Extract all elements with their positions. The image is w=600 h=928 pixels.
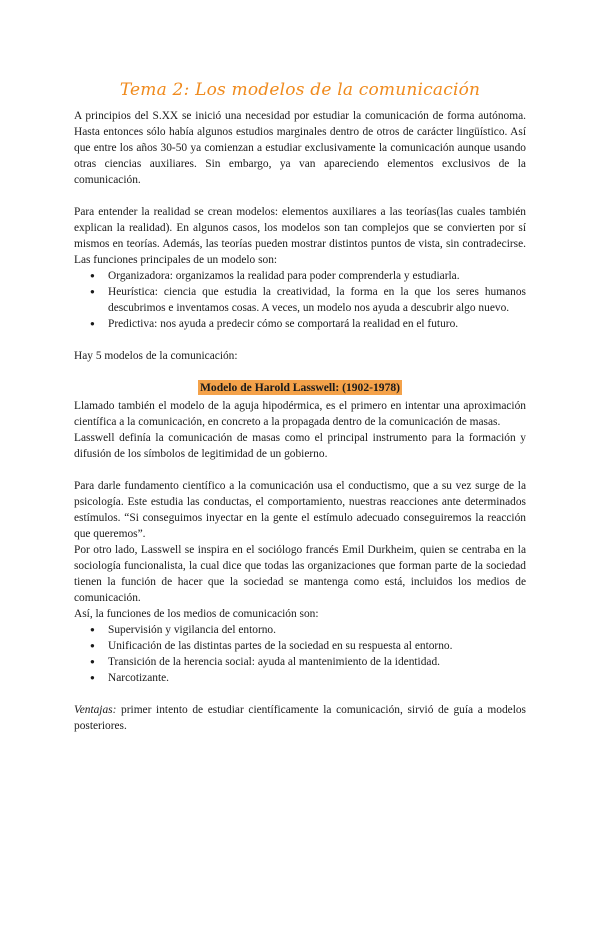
advantages-paragraph	[74, 702, 526, 734]
advantages-label: Ventajas:	[74, 704, 117, 716]
lasswell-paragraph-5: Así, la funciones de los medios de comunicación son:	[74, 608, 319, 620]
lasswell-paragraph-3: Para darle fundamento científico a la comunicación usa el conductismo, que a su vez surge de la psicología. Este estudia las conductas, el comportamiento, nuestras reacciones ante determinados estímulos. “Si conseguimos inyectar en la gente el estímulo adecuado conseguiremos la reacción que queremos”.	[74, 480, 526, 540]
list-item: ● Organizadora: organizamos la realidad para poder comprenderla y estudiarla.	[108, 268, 526, 284]
lasswell-paragraph-4: Por otro lado, Lasswell se inspira en el sociólogo francés Emil Durkheim, quien se centraba en la sociología funcionalista, la cual dice que todas las organizaciones que forman parte de la sociedad tienen la función de hacer que la sociedad se mantenga como está, incluidos los medios de comunicación.	[74, 544, 526, 604]
section-heading-lasswell: Modelo de Harold Lasswell: (1902-1978)	[199, 381, 401, 394]
list-item: ● Narcotizante.	[108, 670, 526, 686]
media-functions-list	[74, 622, 526, 686]
model-functions-list	[74, 268, 526, 332]
list-item: ● Predictiva: nos ayuda a predecir cómo se comportará la realidad en el futuro.	[108, 316, 526, 332]
document-page	[0, 80, 600, 928]
page-title: Tema 2: Los modelos de la comunicación	[119, 80, 481, 100]
lasswell-paragraph-1: Llamado también el modelo de la aguja hipodérmica, es el primero en intentar una aproximación científica a la comunicación, en concreto a la propagada dentro de la comunicación de masas.	[74, 400, 526, 428]
list-item: ● Transición de la herencia social: ayuda al mantenimiento de la identidad.	[108, 654, 526, 670]
list-item: ● Heurística: ciencia que estudia la creatividad, la forma en la que los seres humanos descubrimos e inventamos cosas. A veces, un modelo nos ayuda a descubrir algo nuevo.	[108, 284, 526, 316]
list-item: ● Supervisión y vigilancia del entorno.	[108, 622, 526, 638]
intro-paragraph-2: Para entender la realidad se crean modelos: elementos auxiliares a las teorías(las cuales también explican la realidad). En algunos casos, los modelos son tan complejos que se convierten por sí mismos en teorías. Además, las teorías pueden mostrar distintos puntos de vista, sin contradecirse. Las funciones principales de un modelo son:	[74, 206, 526, 266]
lasswell-paragraph-2: Lasswell definía la comunicación de masas como el principal instrumento para la formación y difusión de los símbolos de legitimidad de un gobierno.	[74, 432, 526, 460]
intro-paragraph-3: Hay 5 modelos de la comunicación:	[74, 350, 238, 362]
list-item: ● Unificación de las distintas partes de la sociedad en su respuesta al entorno.	[108, 638, 526, 654]
intro-paragraph-1: A principios del S.XX se inició una necesidad por estudiar la comunicación de forma autónoma. Hasta entonces sólo había algunos estudios marginales dentro de otros de carácter lingüístico. Así que entre los años 30-50 ya comienzan a estudiar exclusivamente la comunicación aunque usando otras ciencias auxiliares. Sin embargo, ya van apareciendo elementos exclusivos de la comunicación.	[74, 110, 526, 186]
advantages-text: primer intento de estudiar científicamente la comunicación, sirvió de guía a modelos posteriores.	[74, 704, 526, 732]
